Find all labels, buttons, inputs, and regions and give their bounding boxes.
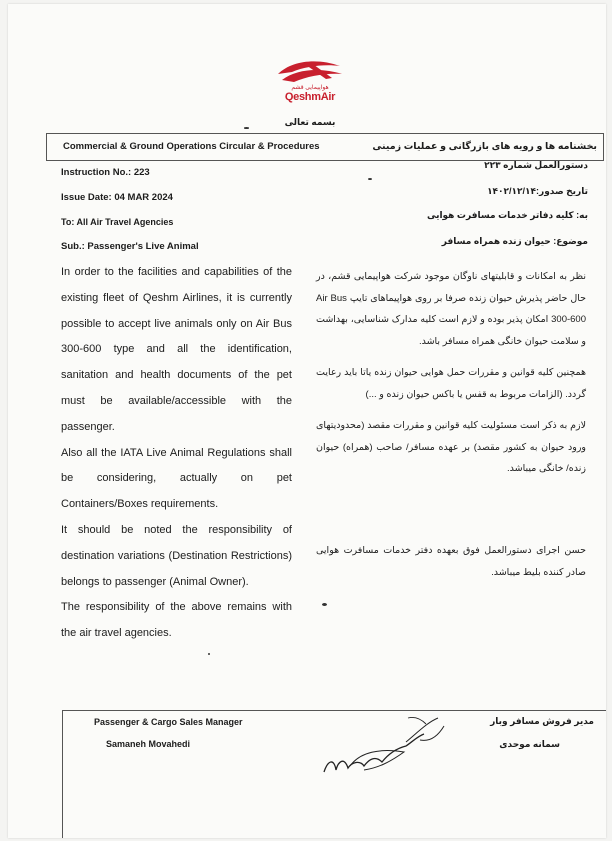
mark-dot: [208, 653, 210, 655]
basmala: بسمه تعالی: [284, 117, 336, 127]
body-en-paragraph-4: The responsibility of the above remains with the air travel agencies.: [61, 601, 292, 640]
signatory-name-fa: سمانه موحدی: [499, 739, 560, 749]
signatory-title-fa: مدیر فروش مسافر وبار: [490, 716, 594, 726]
body-en-paragraph-2: Also all the IATA Live Animal Regulations shall be considering, actually on pet Containers/Boxes requirements.: [61, 446, 292, 511]
body-fa-paragraph-1: نظر به امکانات و قابلیتهای ناوگان موجود شرکت هواپیمایی قشم، در حال حاضر پذیرش حیوان زنده صرفا بر روی هواپیماهای تایپ Air Bus 300-600 امکان پذیر بوده و لازم است کلیه مدارک شناسایی، بهداشت و سلامت حیوان خانگی همراه مسافر باشد.: [316, 271, 586, 347]
mark-dot: [322, 603, 327, 606]
issue-date-en: Issue Date: 04 MAR 2024: [61, 192, 173, 203]
body-persian: [316, 266, 586, 490]
logo-text-fa: هواپیمایی قشم: [291, 85, 329, 91]
recipient-en: To: All Air Travel Agencies: [61, 217, 174, 227]
header-title-fa: بخشنامه ها و رویه های بازرگانی و عملیات زمینی: [372, 141, 597, 152]
signatory-name-en: Samaneh Movahedi: [106, 739, 191, 749]
recipient-fa: به: کلیه دفاتر خدمات مسافرت هوایی: [426, 210, 588, 220]
signatory-title-en: Passenger & Cargo Sales Manager: [94, 717, 243, 727]
body-fa-paragraph-3: لازم به ذکر است مسئولیت کلیه قوانین و مقررات مقصد (محدودیتهای ورود حیوان به کشور مقصد) بر عهده مسافر/ صاحب (همراه) حیوان زنده/ خانگی میباشد.: [316, 420, 586, 474]
body-fa-paragraph-2: همچنین کلیه قوانین و مقررات حمل هوایی حیوان زنده یاتا باید رعایت گردد. (الزامات مربوط به قفس یا باکس حیوان زنده و ...): [316, 367, 586, 400]
body-english: [61, 260, 292, 647]
instruction-number-fa: دستورالعمل شماره ۲۲۳: [484, 160, 588, 170]
header-box: [46, 133, 604, 161]
issue-date-fa: تاریخ صدور:۱۴۰۲/۱۲/۱۴: [487, 186, 588, 196]
instruction-number-en: Instruction No.: 223: [61, 167, 150, 178]
body-fa-paragraph-4: حسن اجرای دستورالعمل فوق بعهده دفتر خدمات مسافرت هوایی صادر کننده بلیط میباشد.: [316, 545, 586, 578]
body-en-paragraph-3: It should be noted the responsibility of destination variations (Destination Restrictions) belongs to passenger (Animal Owner).: [61, 523, 292, 588]
subject-fa: موضوع: حیوان زنده همراه مسافر: [441, 236, 588, 246]
handwritten-signature-icon: [320, 712, 450, 782]
body-en-paragraph-1: In order to the facilities and capabilities of the existing fleet of Qeshm Airlines, it is currently possible to accept live animals only on Air Bus 300-600 type and all the identification, sanitation and health documents of the pet must be available/accessible with the passenger.: [61, 266, 292, 433]
mark-dot: [368, 178, 372, 180]
subject-en: Sub.: Passenger's Live Animal: [61, 241, 199, 252]
logo-text-en: QeshmAir: [284, 91, 336, 103]
mark-dot: [244, 127, 249, 129]
body-persian-closing: [316, 540, 586, 593]
header-title-en: Commercial & Ground Operations Circular & Procedures: [63, 141, 320, 152]
